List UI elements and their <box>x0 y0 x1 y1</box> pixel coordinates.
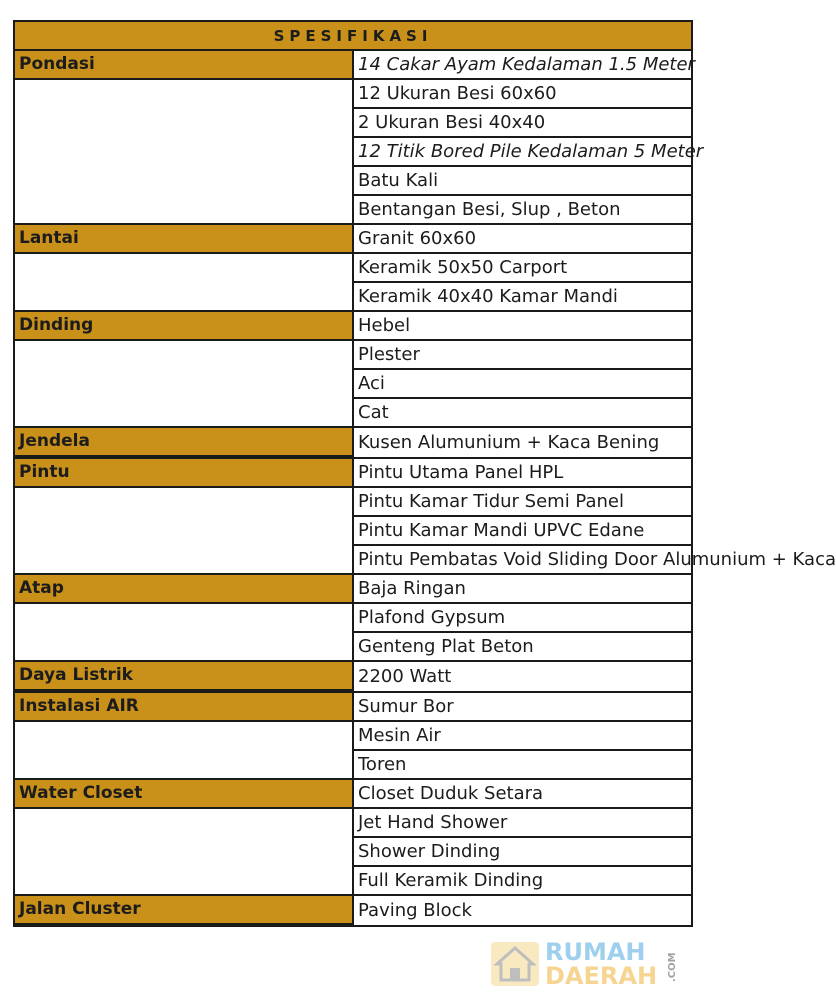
spec-item: Shower Dinding <box>353 837 692 866</box>
spec-item: Granit 60x60 <box>353 224 692 253</box>
spec-item: Mesin Air <box>353 721 692 750</box>
spec-item: Sumur Bor <box>353 692 692 721</box>
category-cell <box>14 661 353 692</box>
category-cell <box>14 692 353 779</box>
spec-item: Hebel <box>353 311 692 340</box>
table-row <box>14 50 692 79</box>
spec-item: Pintu Kamar Mandi UPVC Edane <box>353 516 692 545</box>
spec-item: Keramik 50x50 Carport <box>353 253 692 282</box>
table-row <box>14 224 692 253</box>
category-cell <box>14 895 353 926</box>
table-row <box>14 311 692 340</box>
category-cell <box>14 224 353 311</box>
table-row <box>14 895 692 926</box>
table-row <box>14 574 692 603</box>
spec-item: Baja Ringan <box>353 574 692 603</box>
category-label: Water Closet <box>15 780 352 809</box>
category-cell <box>14 458 353 574</box>
category-label: Jalan Cluster <box>15 896 352 925</box>
table-row <box>14 661 692 692</box>
watermark-line1: RUMAH <box>545 938 646 966</box>
spec-item: Keramik 40x40 Kamar Mandi <box>353 282 692 311</box>
house-logo-icon <box>491 942 539 986</box>
table-row <box>14 427 692 458</box>
spec-item: Pintu Utama Panel HPL <box>353 458 692 487</box>
spec-item: Closet Duduk Setara <box>353 779 692 808</box>
spec-item: 2 Ukuran Besi 40x40 <box>353 108 692 137</box>
spec-item: Pintu Kamar Tidur Semi Panel <box>353 487 692 516</box>
category-label: Atap <box>15 575 352 604</box>
category-label: Instalasi AIR <box>15 693 352 722</box>
specification-rows <box>14 50 836 926</box>
category-cell <box>14 50 353 224</box>
spec-item: Bentangan Besi, Slup , Beton <box>353 195 692 224</box>
spec-item: Cat <box>353 398 692 427</box>
table-row <box>14 458 692 487</box>
spec-item: Paving Block <box>353 895 692 926</box>
category-label: Dinding <box>15 312 352 341</box>
category-cell <box>14 574 353 661</box>
watermark-suffix: .COM <box>667 952 678 982</box>
spec-item: Batu Kali <box>353 166 692 195</box>
category-label: Pondasi <box>15 51 352 80</box>
spec-item: Toren <box>353 750 692 779</box>
spec-item: Pintu Pembatas Void Sliding Door Alumunium + Kaca <box>353 545 692 574</box>
category-label: Jendela <box>15 428 352 457</box>
specification-table <box>13 20 836 927</box>
spec-item: Jet Hand Shower <box>353 808 692 837</box>
category-label: Pintu <box>15 459 352 488</box>
spec-item: Plester <box>353 340 692 369</box>
spec-item: 12 Titik Bored Pile Kedalaman 5 Meter <box>353 137 692 166</box>
spec-item: Full Keramik Dinding <box>353 866 692 895</box>
table-row <box>14 692 692 721</box>
spec-item: Aci <box>353 369 692 398</box>
category-label: Lantai <box>15 225 352 254</box>
category-cell <box>14 779 353 895</box>
rumahdaerah-watermark <box>489 936 687 988</box>
watermark-line2: DAERAH <box>545 962 658 990</box>
spec-item: 2200 Watt <box>353 661 692 692</box>
spec-item: 14 Cakar Ayam Kedalaman 1.5 Meter <box>353 50 692 79</box>
table-title: SPESIFIKASI <box>14 21 692 50</box>
spec-item: Plafond Gypsum <box>353 603 692 632</box>
spec-item: Kusen Alumunium + Kaca Bening <box>353 427 692 458</box>
category-cell <box>14 427 353 458</box>
spec-item: 12 Ukuran Besi 60x60 <box>353 79 692 108</box>
spec-item: Genteng Plat Beton <box>353 632 692 661</box>
category-label: Daya Listrik <box>15 662 352 691</box>
table-row <box>14 779 692 808</box>
category-cell <box>14 311 353 427</box>
